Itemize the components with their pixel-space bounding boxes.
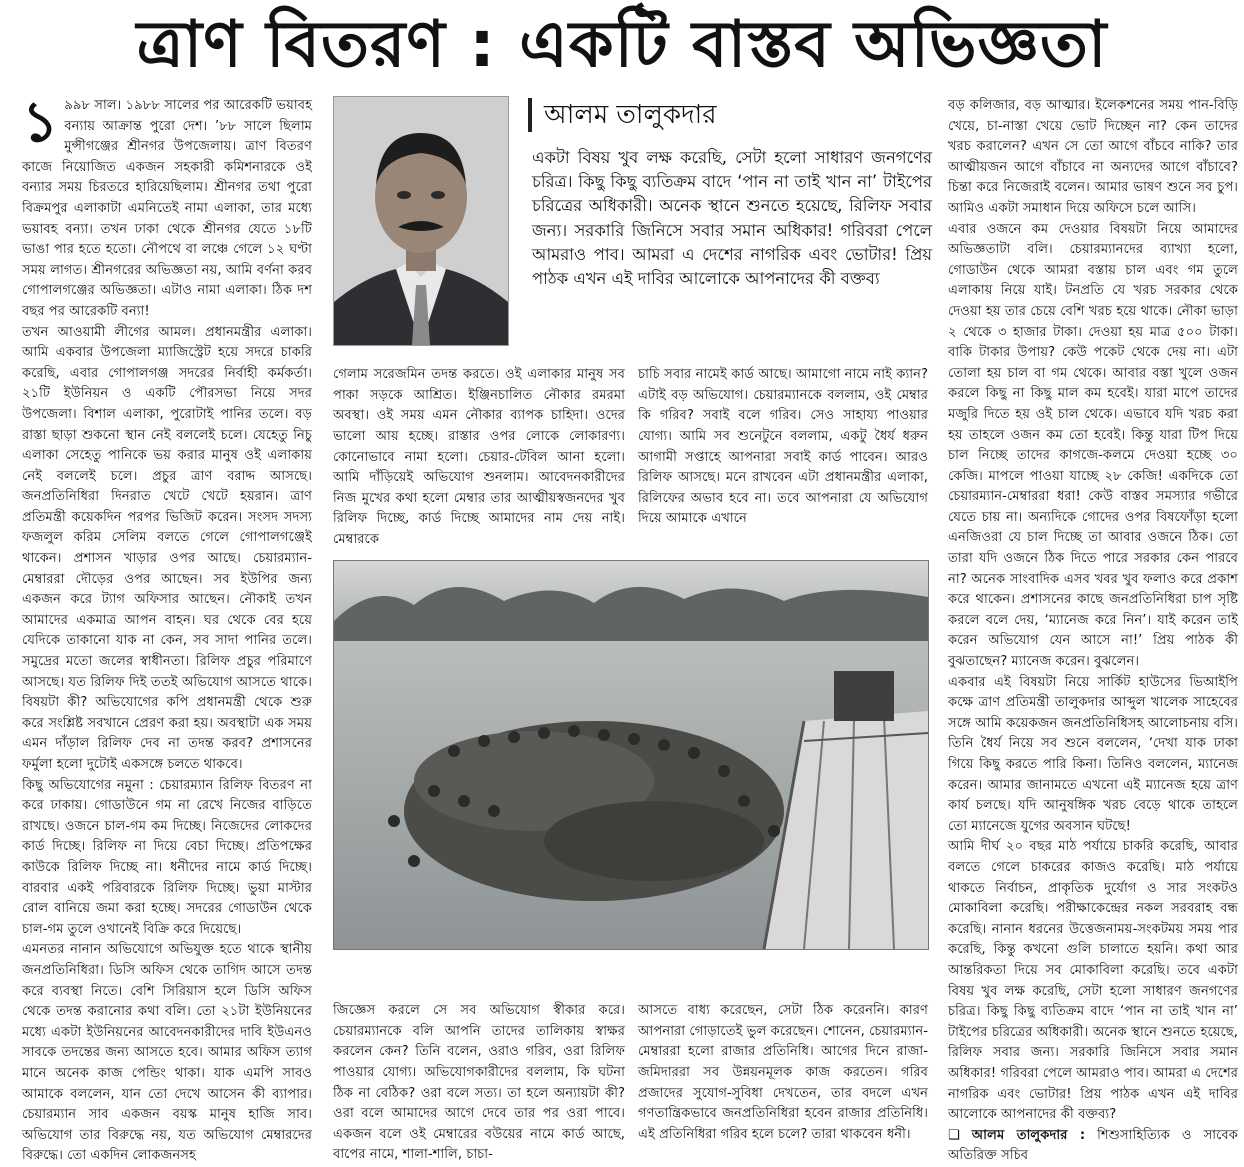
paragraph: জিজ্ঞেস করলে সে সব অভিযোগ স্বীকার করে। চেয়ারম্যানকে বলি আপনি তাদের তালিকায় স্বাক্ষর করলেন কেন? তিনি বলেন, ওরাও গরিব, ওরা রিলিফ পাওয়ার যোগ্য। অভিযোগকারীদের বললাম, কি ঘটনা ঠিক না বেঠিক? ওরা বলে সত্য। তা হলে অন্যায়টা কী? ওরা বলে আমাদের আগে দেবে তার পর ওরা পাবে। একজন বলে ওই মেম্বারের বউয়ের নামে কার্ড আছে, বাপের নামে, শালা-শালি, চাচা- — [333, 1003, 625, 1163]
article-column-4 — [948, 96, 1238, 1164]
author-portrait-illustration — [334, 97, 508, 345]
author-byline: আলম তালুকদার — [528, 98, 954, 132]
paragraph: এবার ওজনে কম দেওয়ার বিষয়টা নিয়ে আমাদের অভিজ্ঞতাটা বলি। চেয়ারম্যানদের ব্যাখ্যা হলো, গোডাউন থেকে আমরা বস্তায় চাল এবং গম তুলে এলাকায় নিয়ে যাই। টনপ্রতি যে খরচ সরকার থেকে দেওয়া হয় তার চেয়ে বেশি খরচ হয়ে থাকে। নৌকা ভাড়া ২ থেকে ৩ হাজার টাকা। দেওয়া হয় মাত্র ৫০০ টাকা। বাকি টাকার উপায়? কেউ পকেট থেকে দেয় না। এটা তোলা হয় চাল বা গম থেকে। আবার বস্তা খুলে ওজন করলে কিছু না কিছু মাল কম হবেই। যারা মাপে তাদের মজুরি দিতে হয় ওই চাল থেকে। এভাবে যদি খরচ করা হয় তাহলে ওজন কম তো হবেই। কিন্তু যারা টিপ দিয়ে চাল নিচ্ছে তাদের কাগজে-কলমে দেওয়া হচ্ছে ৩০ কেজি। মাপলে পাওয়া যাচ্ছে ২৮ কেজি! একদিকে তো চেয়ারম্যান-মেম্বাররা ধরা! কেউ বাস্তব সমস্যার গভীরে যেতে চায় না। অন্যদিকে গোদের ওপর বিষফোঁড়া হলো এনজিওরা যে চাল দিচ্ছে তা আবার ওজনে ঠিক। তো তারা যদি ওজনে ঠিক দিতে পারে সরকার কেন পারবে না? অনেক সাংবাদিক এসব খবর খুব ফলাও করে প্রকাশ করে থাকেন। প্রশাসনের কাছে জনপ্রতিনিধিরা চাপ সৃষ্টি করলে বলে দেয়, ‘ম্যানেজ করে নিন’। যাই করেন তাই করেন অভিযোগ যেন আসে না!’ প্রিয় পাঠক কী বুঝতাছেন? ম্যানেজ করেন। বুঝলেন। — [948, 221, 1238, 670]
paragraph: তখন আওয়ামী লীগের আমল। প্রধানমন্ত্রীর এলাকা। আমি একবার উপজেলা ম্যাজিস্ট্রেট হয়ে সদরে চাকরি করেছি, এবার গোপালগঞ্জ সদরের নির্বাহী কর্মকর্তা। ২১টি ইউনিয়ন ও একটি পৌরসভা নিয়ে সদর উপজেলা। বিশাল এলাকা, পুরোটাই পানির তলে। বড় রাস্তা ছাড়া শুকনো স্থান নেই বললেই চলে। যেহেতু নিচু এলাকা সেহেতু পানিকে ভয় করার মানুষ ওই এলাকায় নেই বললেই চলে। প্রচুর ত্রাণ বরাদ্দ আসছে। জনপ্রতিনিধিরা দিনরাত খেটে খেটে হয়রান। ত্রাণ প্রতিমন্ত্রী কয়েকদিন পরপর ভিজিট করেন। সংসদ সদস্য ফজলুল করিম সেলিম বলতে গেলে গোপালগঞ্জেই থাকেন। প্রশাসন খাড়ার ওপর আছে। চেয়ারম্যান-মেম্বাররা দৌড়ের ওপর আছেন। সব ইউপির জন্য একজন করে ট্যাগ অফিসার আছেন। নৌকাই তখন আমাদের একমাত্র আপন বাহন। ঘর থেকে বের হয়ে যেদিকে তাকানো যাক না কেন, সব সাদা পানির তলে। সমুদ্রের মতো জলের স্বাধীনতা। রিলিফ প্রচুর পরিমাণে আসছে। যত রিলিফ দিই ততই অভিযোগ আসতে থাকে। বিষয়টা কী? অভিযোগের কপি প্রধানমন্ত্রী থেকে শুরু করে সংশ্লিষ্ট সবখানে প্রেরণ করা হয়। অবস্থাটা এক সময় এমন দাঁড়াল রিলিফ দেব না তদন্ত করব? প্রশাসনের ফর্মুলা হলো দুটোই একসঙ্গে চলতে থাকবে। — [22, 324, 312, 772]
article-column-3-upper — [638, 352, 928, 528]
paragraph: আসতে বাধ্য করেছেন, সেটা ঠিক করেননি। কারণ আপনারা গোড়াতেই ভুল করেছেন। শোনেন, চেয়ারম্যান-মেম্বাররা হলো রাজার প্রতিনিধি। আগের দিনে রাজা-জমিদাররা সব উন্নয়নমূলক কাজ করতেন। গরিব প্রজাদের সুযোগ-সুবিধা দেখতেন, তার বদলে এখন গণতান্ত্রিকভাবে জনপ্রতিনিধিরা হবেন রাজার প্রতিনিধি। এই প্রতিনিধিরা গরিব হলে চলে? তারা থাকবেন ধনী। — [638, 1003, 928, 1142]
article-column-2-lower — [333, 988, 625, 1163]
article-column-1 — [22, 90, 312, 1164]
bio-text: শিশুসাহিত্যিক ও সাবেক অতিরিক্ত সচিব — [948, 1127, 1238, 1164]
paragraph: এমনতর নানান অভিযোগে অভিযুক্ত হতে থাকে স্থানীয় জনপ্রতিনিধিরা। ডিসি অফিস থেকে তাগিদ আসে তদন্ত করে ব্যবস্থা নিতে। বেশি সিরিয়াস হলে ডিসি অফিস থেকে তদন্ত করানোর কথা বলি। তো ২১টা ইউনিয়নের মধ্যে একটা ইউনিয়নের আবেদনকারীদের দাবি ইউএনও সাবকে তদন্তের জন্য আসতে হবে। আমার অফিস ত্যাগ মানে অনেক কাজ পেন্ডিং থাকা। যাক এমপি সাবও আমাকে বললেন, যান তো দেখে আসেন কী ব্যাপার। চেয়ারম্যান সাব একজন বয়স্ক মানুষ হাজি সাব। অভিযোগ তার বিরুদ্ধে নয়, যত অভিযোগ মেম্বারদের বিরুদ্ধে। তো একদিন লোকজনসহ — [22, 942, 312, 1164]
paragraph: বড় কলিজার, বড় আত্মার। ইলেকশনের সময় পান-বিড়ি খেয়ে, চা-নাস্তা খেয়ে ভোট দিচ্ছেন না? কেন তাদের খরচ করালেন? এখন সে তো আগে বাঁচবে নাকি? তার আত্মীয়জন আগে বাঁচাবে না অন্যদের আগে বাঁচাবে? চিন্তা করে নিজেরাই বলেন। আমার ভাষণ শুনে সব চুপ। আমিও একটা সমাধান দিয়ে অফিসে চলে আসি। — [948, 98, 1238, 216]
flood-relief-photo — [333, 560, 929, 950]
headline: ত্রাণ বিতরণ : একটি বাস্তব অভিজ্ঞতা — [136, 8, 1108, 82]
article-column-3-lower — [638, 988, 928, 1142]
paragraph: আমি দীর্ঘ ২০ বছর মাঠ পর্যায়ে চাকরি করেছি, আবার বলতে গেলে চাকরের কাজও করেছি। মাঠ পর্যায়ে থাকতে নির্বাচন, প্রাকৃতিক দুর্যোগ ও সার সংকটও মোকাবিলা করেছি। পরীক্ষাকেন্দ্রের নকল সরবরাহ বন্ধ করেছি। নানান ধরনের উত্তেজনাময়-সংকটময় সময় পার করেছি, কিন্তু কখনো গুলি চালাতে হয়নি। কথা আর আন্তরিকতা দিয়ে সব মোকাবিলা করেছি। তবে একটা বিষয় খুব লক্ষ করেছি, সেটা হলো সাধারণ জনগণের চরিত্র। কিছু কিছু ব্যতিক্রম বাদে ‘পান না তাই খান না’ টাইপের চরিত্রের অধিকারী। অনেক স্থানে শুনতে হয়েছে, রিলিফ সবার জন্য। সরকারি জিনিসে সবার সমান অধিকার! গরিবরা পেলে আমরাও পাব। আমরা এ দেশের নাগরিক এবং ভোটার! প্রিয় পাঠক এখন এই দাবির আলোকে আপনাদের কী বক্তব্য? — [948, 839, 1238, 1123]
bio-marker-icon: ❑ — [948, 1127, 960, 1143]
paragraph: ৯৯৮ সাল। ১৯৮৮ সালের পর আরেকটি ভয়াবহ বন্যায় আক্রান্ত পুরো দেশ। ’৮৮ সালে ছিলাম মুন্সীগঞ্জের শ্রীনগর উপজেলায়। ত্রাণ বিতরণ কাজে নিয়োজিত একজন সহকারী কমিশনারকে ওই বন্যার সময় চিরতরে হারিয়েছিলাম। শ্রীনগর তথা পুরো বিক্রমপুর এলাকাটা এমনিতেই নামা এলাকা, তার মধ্যে ভয়াবহ বন্যা। তখন ঢাকা থেকে শ্রীনগর যেতে ১৮টি ভাঙা পার হতে হতো। নৌপথে বা লঞ্চে গেলে ১২ ঘণ্টা সময় লাগত। শ্রীনগরের অভিজ্ঞতা নয়, আমি বর্ণনা করব গোপালগঞ্জের অভিজ্ঞতা। এটাও নামা এলাকা। ঠিক দশ বছর পর আরেকটি বন্যা! — [22, 98, 312, 319]
paragraph: গেলাম সরেজমিন তদন্ত করতে। ওই এলাকার মানুষ সব পাকা সড়কে আশ্রিত। ইঞ্জিনচালিত নৌকার রমরমা অবস্থা। ওই সময় এমন নৌকার ব্যাপক চাহিদা। ওদের ভালো আয় হচ্ছে। রাস্তার ওপর লোকে লোকারণ্য। কোনোভাবে নামা হলো। চেয়ার-টেবিল আনা হলো। আমি দাঁড়িয়েই অভিযোগ শুনলাম। আবেদনকারীদের নিজ মুখের কথা হলো মেম্বার তার আত্মীয়স্বজনদের খুব রিলিফ দিচ্ছে, কার্ড দিচ্ছে আমাদের নাম দেয় নাই। মেম্বারকে — [333, 367, 625, 547]
paragraph: কিছু অভিযোগের নমুনা : চেয়ারম্যান রিলিফ বিতরণ না করে ঢাকায়। গোডাউনে গম না রেখে নিজের বাড়িতে রাখছে। ওজনে চাল-গম কম দিচ্ছে। নিজেদের লোকদের কার্ড দিচ্ছে। রিলিফ না দিয়ে বেচা দিচ্ছে। প্রতিপক্ষের কাউকে রিলিফ দিচ্ছে না। ধনীদের নামে কার্ড দিচ্ছে। বারবার একই পরিবারকে রিলিফ দিচ্ছে। ভুয়া মাস্টার রোল বানিয়ে জমা করা হচ্ছে। সদরের গোডাউন থেকে চাল-গম তুলে ওখানেই বিক্রি করে দিয়েছে। — [22, 777, 312, 937]
intro-pull-quote: একটা বিষয় খুব লক্ষ করেছি, সেটা হলো সাধারণ জনগণের চরিত্র। কিছু কিছু ব্যতিক্রম বাদে ‘পান না তাই খান না’ টাইপের চরিত্রের অধিকারী। অনেক স্থানে শুনতে হয়েছে, রিলিফ সবার জন্য। সরকারি জিনিসে সবার সমান অধিকার! গরিবরা পেলে আমরাও পাব। আমরা এ দেশের নাগরিক এবং ভোটার! প্রিয় পাঠক এখন এই দাবির আলোকে আপনাদের কী বক্তব্য — [532, 148, 932, 289]
author-bio — [948, 1126, 1238, 1167]
drop-cap: ১ — [22, 90, 59, 155]
paragraph: একবার এই বিষয়টা নিয়ে সার্কিট হাউসের ভিআইপি কক্ষে ত্রাণ প্রতিমন্ত্রী তালুকদার আব্দুল খালেক সাহেবের সঙ্গে আমি কয়েকজন জনপ্রতিনিধিসহ আলোচনায় বসি। তিনি ধৈর্য নিয়ে সব শুনে বললেন, ‘দেখা যাক ঢাকা গিয়ে কিছু করতে পারি কিনা। তিনিও বললেন, ম্যানেজ করেন। আমার জানামতে এখনো এই ম্যানেজ হয়ে ত্রাণ কার্য চলছে। যদি আনুষঙ্গিক খরচ বেড়ে থাকে তাহলে তো ম্যানেজে যুগের অবসান ঘটছে! — [948, 674, 1238, 834]
author-portrait-image — [333, 96, 509, 346]
article-column-2-upper — [333, 352, 625, 547]
flood-crowd-illustration — [334, 561, 928, 949]
bio-name: আলম তালুকদার : — [971, 1127, 1086, 1143]
paragraph: চাচি সবার নামেই কার্ড আছে। আমাগো নামে নাই ক্যান? এটাই বড় অভিযোগ। চেয়ারম্যানকে বললাম, ওই মেম্বার কি গরিব? সবাই বলে গরিব। সেও সাহায্য পাওয়ার যোগ্য। আমি সব শুনেটুনে বললাম, একটু ধৈর্য ধরুন আগামী সপ্তাহে আপনারা সবাই কার্ড পাবেন। আরও রিলিফ আসছে। মনে রাখবেন এটা প্রধানমন্ত্রীর এলাকা, রিলিফের অভাব হবে না। তবে আপনারা যে অভিযোগ দিয়ে আমাকে এখানে — [638, 367, 928, 527]
